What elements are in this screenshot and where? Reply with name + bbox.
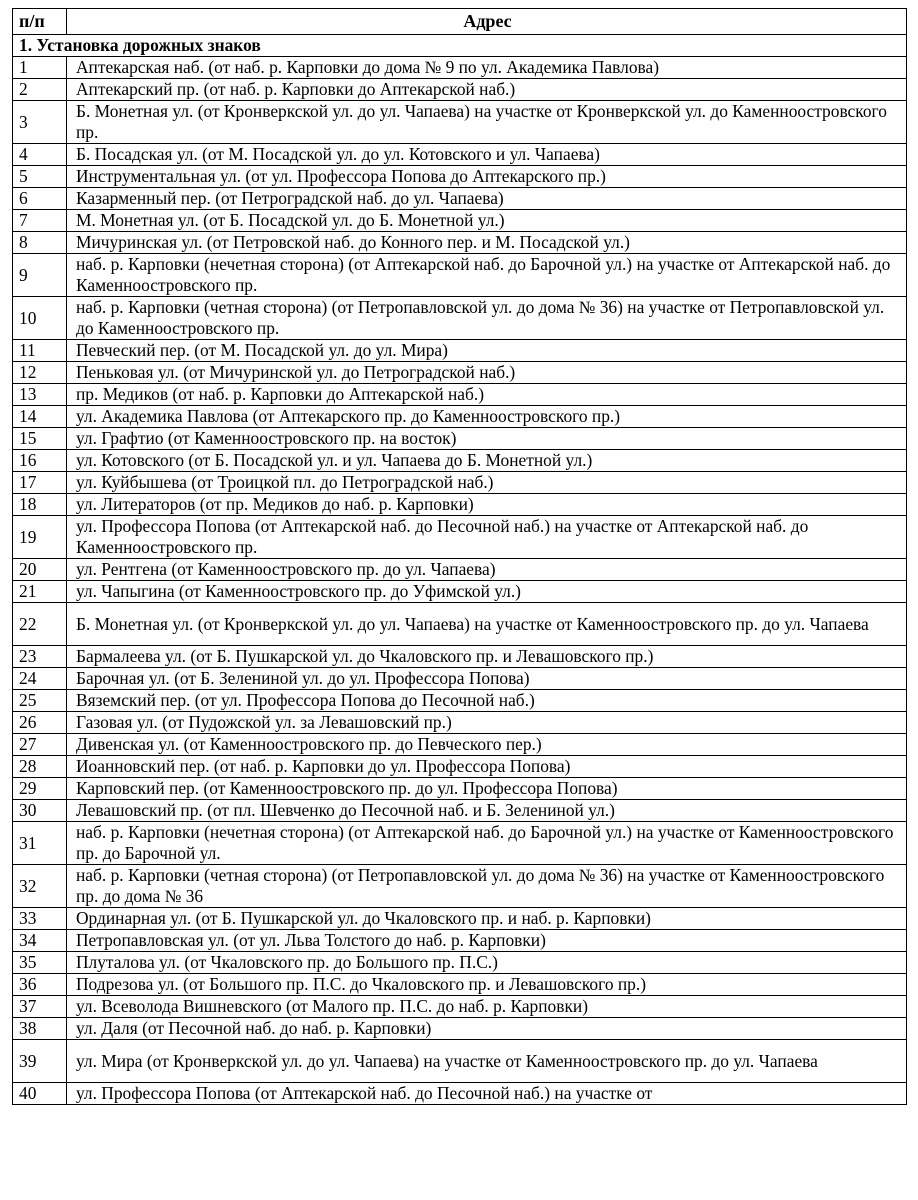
row-address: ул. Мира (от Кронверкской ул. до ул. Чапаева) на участке от Каменноостровского пр. до ул. Чапаева [67, 1040, 907, 1083]
row-number: 34 [13, 930, 67, 952]
row-number: 17 [13, 472, 67, 494]
row-number: 18 [13, 494, 67, 516]
table-row [13, 865, 907, 908]
table-row [13, 340, 907, 362]
section-title: 1. Установка дорожных знаков [13, 35, 907, 57]
row-number: 29 [13, 778, 67, 800]
row-address: Ординарная ул. (от Б. Пушкарской ул. до Чкаловского пр. и наб. р. Карповки) [67, 908, 907, 930]
row-number: 3 [13, 101, 67, 144]
table-row [13, 559, 907, 581]
row-number: 27 [13, 734, 67, 756]
table-row [13, 668, 907, 690]
table-row [13, 800, 907, 822]
table-row [13, 581, 907, 603]
row-number: 10 [13, 297, 67, 340]
row-address: Аптекарская наб. (от наб. р. Карповки до дома № 9 по ул. Академика Павлова) [67, 57, 907, 79]
table-row [13, 1018, 907, 1040]
row-address: Дивенская ул. (от Каменноостровского пр. до Певческого пер.) [67, 734, 907, 756]
row-address: Газовая ул. (от Пудожской ул. за Левашовский пр.) [67, 712, 907, 734]
row-address: ул. Даля (от Песочной наб. до наб. р. Карповки) [67, 1018, 907, 1040]
row-address: Левашовский пр. (от пл. Шевченко до Песочной наб. и Б. Зелениной ул.) [67, 800, 907, 822]
row-address: ул. Литераторов (от пр. Медиков до наб. р. Карповки) [67, 494, 907, 516]
row-address: ул. Академика Павлова (от Аптекарского пр. до Каменноостровского пр.) [67, 406, 907, 428]
row-number: 32 [13, 865, 67, 908]
row-number: 16 [13, 450, 67, 472]
table-row [13, 974, 907, 996]
row-number: 39 [13, 1040, 67, 1083]
table-header-row [13, 9, 907, 35]
table-row [13, 712, 907, 734]
row-number: 38 [13, 1018, 67, 1040]
table-row [13, 822, 907, 865]
row-number: 11 [13, 340, 67, 362]
row-address: Иоанновский пер. (от наб. р. Карповки до ул. Профессора Попова) [67, 756, 907, 778]
table-row [13, 166, 907, 188]
row-number: 8 [13, 232, 67, 254]
row-address: Карповский пер. (от Каменноостровского пр. до ул. Профессора Попова) [67, 778, 907, 800]
table-row [13, 188, 907, 210]
table-row [13, 996, 907, 1018]
table-row [13, 101, 907, 144]
row-number: 14 [13, 406, 67, 428]
row-number: 6 [13, 188, 67, 210]
row-address: наб. р. Карповки (нечетная сторона) (от Аптекарской наб. до Барочной ул.) на участке от Аптекарской наб. до Каменноостровского пр. [67, 254, 907, 297]
row-address: Вяземский пер. (от ул. Профессора Попова до Песочной наб.) [67, 690, 907, 712]
row-address: М. Монетная ул. (от Б. Посадской ул. до Б. Монетной ул.) [67, 210, 907, 232]
table-row [13, 254, 907, 297]
row-number: 33 [13, 908, 67, 930]
table-row [13, 952, 907, 974]
row-number: 26 [13, 712, 67, 734]
row-address: ул. Рентгена (от Каменноостровского пр. до ул. Чапаева) [67, 559, 907, 581]
table-row [13, 734, 907, 756]
row-address: Казарменный пер. (от Петроградской наб. до ул. Чапаева) [67, 188, 907, 210]
row-number: 30 [13, 800, 67, 822]
row-address: ул. Котовского (от Б. Посадской ул. и ул. Чапаева до Б. Монетной ул.) [67, 450, 907, 472]
table-row [13, 57, 907, 79]
table-body [13, 35, 907, 1105]
row-address: наб. р. Карповки (четная сторона) (от Петропавловской ул. до дома № 36) на участке от Петропавловской ул. до Каменноостровского пр. [67, 297, 907, 340]
row-address: Мичуринская ул. (от Петровской наб. до Конного пер. и М. Посадской ул.) [67, 232, 907, 254]
row-address: Аптекарский пр. (от наб. р. Карповки до Аптекарской наб.) [67, 79, 907, 101]
row-number: 2 [13, 79, 67, 101]
table-row [13, 232, 907, 254]
table-row [13, 406, 907, 428]
column-header-number: п/п [13, 9, 67, 35]
row-address: ул. Всеволода Вишневского (от Малого пр. П.С. до наб. р. Карповки) [67, 996, 907, 1018]
row-number: 1 [13, 57, 67, 79]
row-address: наб. р. Карповки (четная сторона) (от Петропавловской ул. до дома № 36) на участке от Каменноостровского пр. до дома № 36 [67, 865, 907, 908]
row-number: 24 [13, 668, 67, 690]
row-number: 9 [13, 254, 67, 297]
row-number: 31 [13, 822, 67, 865]
row-address: пр. Медиков (от наб. р. Карповки до Аптекарской наб.) [67, 384, 907, 406]
row-number: 12 [13, 362, 67, 384]
row-number: 19 [13, 516, 67, 559]
row-number: 25 [13, 690, 67, 712]
table-row [13, 472, 907, 494]
row-number: 7 [13, 210, 67, 232]
row-number: 22 [13, 603, 67, 646]
table-row [13, 690, 907, 712]
row-number: 36 [13, 974, 67, 996]
row-address: Б. Монетная ул. (от Кронверкской ул. до ул. Чапаева) на участке от Кронверкской ул. до Каменноостровского пр. [67, 101, 907, 144]
row-address: Бармалеева ул. (от Б. Пушкарской ул. до Чкаловского пр. и Левашовского пр.) [67, 646, 907, 668]
row-address: Б. Посадская ул. (от М. Посадской ул. до ул. Котовского и ул. Чапаева) [67, 144, 907, 166]
row-number: 21 [13, 581, 67, 603]
row-address: ул. Профессора Попова (от Аптекарской наб. до Песочной наб.) на участке от Аптекарской наб. до Каменноостровского пр. [67, 516, 907, 559]
row-number: 35 [13, 952, 67, 974]
column-header-address: Адрес [67, 9, 907, 35]
row-number: 5 [13, 166, 67, 188]
row-address: Барочная ул. (от Б. Зелениной ул. до ул. Профессора Попова) [67, 668, 907, 690]
row-number: 13 [13, 384, 67, 406]
table-row [13, 603, 907, 646]
table-row [13, 384, 907, 406]
row-address: Плуталова ул. (от Чкаловского пр. до Большого пр. П.С.) [67, 952, 907, 974]
row-address: Пеньковая ул. (от Мичуринской ул. до Петроградской наб.) [67, 362, 907, 384]
row-address: наб. р. Карповки (нечетная сторона) (от Аптекарской наб. до Барочной ул.) на участке от Каменноостровского пр. до Барочной ул. [67, 822, 907, 865]
row-address: Инструментальная ул. (от ул. Профессора Попова до Аптекарского пр.) [67, 166, 907, 188]
row-number: 40 [13, 1083, 67, 1105]
row-number: 15 [13, 428, 67, 450]
row-number: 20 [13, 559, 67, 581]
table-row [13, 362, 907, 384]
row-number: 23 [13, 646, 67, 668]
table-row [13, 79, 907, 101]
row-address: Певческий пер. (от М. Посадской ул. до ул. Мира) [67, 340, 907, 362]
row-address: ул. Чапыгина (от Каменноостровского пр. до Уфимской ул.) [67, 581, 907, 603]
row-address: Б. Монетная ул. (от Кронверкской ул. до ул. Чапаева) на участке от Каменноостровского пр. до ул. Чапаева [67, 603, 907, 646]
section-row [13, 35, 907, 57]
table-row [13, 646, 907, 668]
table-row [13, 930, 907, 952]
row-number: 37 [13, 996, 67, 1018]
table-row [13, 778, 907, 800]
table-row [13, 450, 907, 472]
table-row [13, 908, 907, 930]
table-row [13, 756, 907, 778]
row-address: ул. Профессора Попова (от Аптекарской наб. до Песочной наб.) на участке от [67, 1083, 907, 1105]
row-number: 28 [13, 756, 67, 778]
table-row [13, 297, 907, 340]
row-number: 4 [13, 144, 67, 166]
row-address: Петропавловская ул. (от ул. Льва Толстого до наб. р. Карповки) [67, 930, 907, 952]
table-row [13, 494, 907, 516]
table-row [13, 210, 907, 232]
row-address: Подрезова ул. (от Большого пр. П.С. до Чкаловского пр. и Левашовского пр.) [67, 974, 907, 996]
row-address: ул. Графтио (от Каменноостровского пр. на восток) [67, 428, 907, 450]
table-row [13, 428, 907, 450]
row-address: ул. Куйбышева (от Троицкой пл. до Петроградской наб.) [67, 472, 907, 494]
table-row [13, 516, 907, 559]
table-row [13, 144, 907, 166]
address-table [12, 8, 907, 1105]
table-row [13, 1083, 907, 1105]
table-row [13, 1040, 907, 1083]
